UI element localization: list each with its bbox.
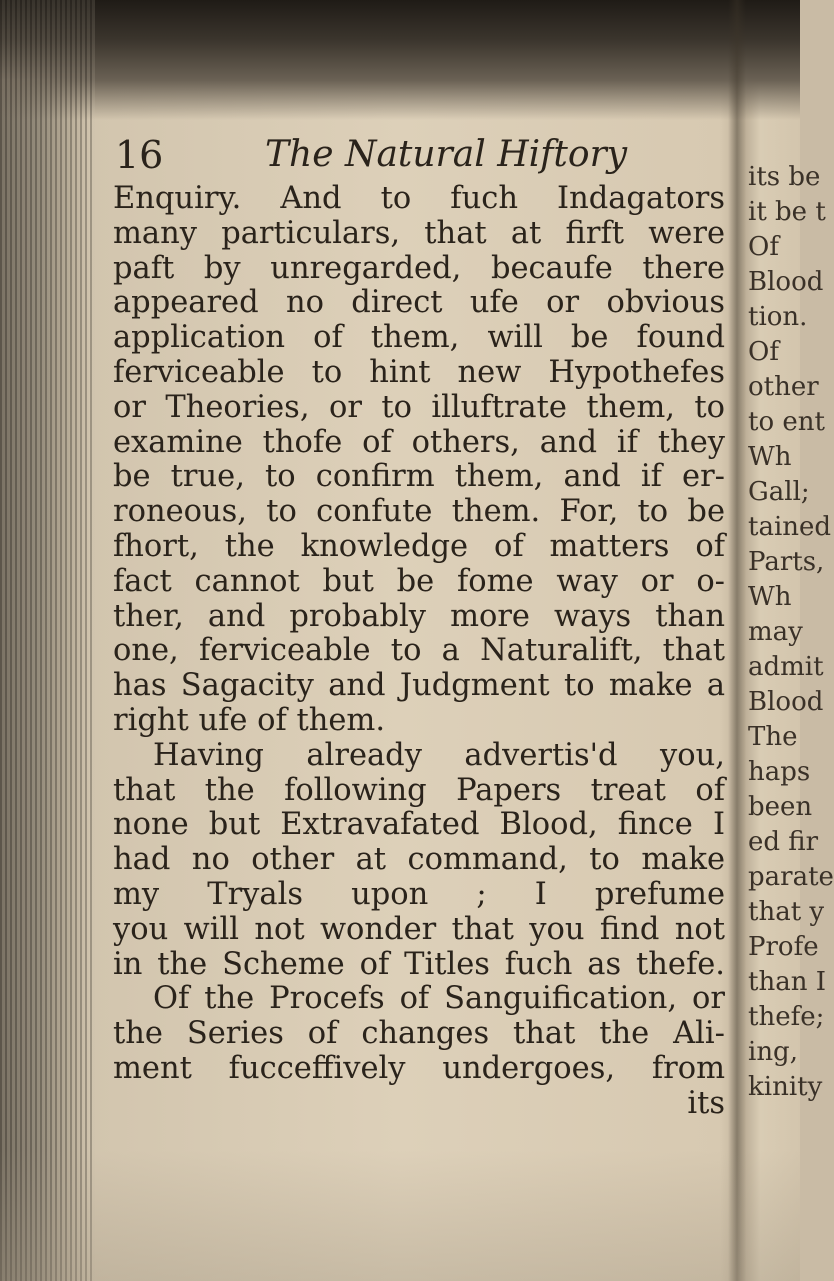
- text-line: ment fucceffively undergoes, from: [113, 1050, 725, 1086]
- facing-page-line: Of: [748, 232, 779, 262]
- facing-page-line: haps: [748, 757, 811, 787]
- text-line: in the Scheme of Titles fuch as thefe.: [113, 946, 725, 982]
- page-header: [95, 130, 735, 180]
- facing-page-line: thefe;: [748, 1002, 825, 1032]
- text-line: Of the Procefs of Sanguification, or: [153, 981, 725, 1017]
- text-line: application of them, will be found: [113, 320, 725, 356]
- text-line: appeared no direct ufe or obvious: [113, 285, 725, 321]
- facing-page-line: it be t: [748, 197, 826, 227]
- facing-page-line: Blood: [748, 267, 824, 297]
- running-head: The Natural Hiftory: [265, 134, 628, 175]
- facing-page-line: that y: [748, 897, 825, 927]
- facing-page-line: parate: [748, 862, 834, 892]
- text-line: one, ferviceable to a Naturalift, that: [113, 633, 725, 669]
- text-line: that the following Papers treat of: [113, 772, 725, 808]
- facing-page-line: other: [748, 372, 819, 402]
- bottom-shadow: [0, 1150, 800, 1281]
- page-number: 16: [115, 133, 164, 177]
- facing-page-line: than I: [748, 967, 826, 997]
- text-line: you will not wonder that you find not: [113, 911, 725, 947]
- facing-page-line: its be: [748, 162, 821, 192]
- facing-page-line: ing,: [748, 1037, 798, 1067]
- facing-page-line: ed fir: [748, 827, 819, 857]
- body-text: [95, 182, 735, 1122]
- text-line: had no other at command, to make: [113, 842, 725, 878]
- text-line: fact cannot but be fome way or o-: [113, 563, 725, 599]
- catchword: its: [687, 1085, 725, 1121]
- text-line: examine thofe of others, and if they: [113, 424, 725, 460]
- text-line: right ufe of them.: [113, 702, 386, 738]
- facing-page-line: Parts,: [748, 547, 825, 577]
- book-page: [95, 130, 735, 1122]
- facing-page-line: Wh: [748, 442, 792, 472]
- text-line: Having already advertis'd you,: [153, 737, 725, 773]
- text-line: many particulars, that at firft were: [113, 215, 725, 251]
- facing-page-line: tion.: [748, 302, 808, 332]
- page-edges: [0, 0, 95, 1281]
- facing-page-line: The: [748, 722, 798, 752]
- text-line: has Sagacity and Judgment to make a: [113, 668, 725, 704]
- text-line: the Series of changes that the Ali-: [113, 1016, 725, 1052]
- text-line: none but Extravafated Blood, fince I: [113, 807, 725, 843]
- facing-page-line: Gall;: [748, 477, 810, 507]
- top-shadow: [0, 0, 800, 120]
- text-line: ther, and probably more ways than: [113, 598, 725, 634]
- text-line: roneous, to confute them. For, to be: [113, 494, 725, 530]
- text-line: paft by unregarded, becaufe there: [113, 250, 725, 286]
- text-line: or Theories, or to illuftrate them, to: [113, 389, 725, 425]
- facing-page-line: Wh: [748, 582, 792, 612]
- text-line: ferviceable to hint new Hypothefes: [113, 354, 725, 390]
- facing-page-line: to ent: [748, 407, 825, 437]
- text-line: be true, to confirm them, and if er-: [113, 459, 725, 495]
- text-line: Enquiry. And to fuch Indagators: [113, 181, 725, 216]
- facing-page-line: may: [748, 617, 803, 647]
- facing-page-line: Of: [748, 337, 779, 367]
- text-line: fhort, the knowledge of matters of: [113, 528, 725, 564]
- facing-page-line: tained: [748, 512, 832, 542]
- text-line: my Tryals upon ; I prefume: [113, 876, 725, 912]
- facing-page-line: admit: [748, 652, 824, 682]
- facing-page-line: Blood: [748, 687, 824, 717]
- facing-page-line: been: [748, 792, 813, 822]
- facing-page-line: Profe: [748, 932, 819, 962]
- facing-page-fragments: [748, 160, 834, 1105]
- facing-page-line: kinity: [748, 1072, 823, 1102]
